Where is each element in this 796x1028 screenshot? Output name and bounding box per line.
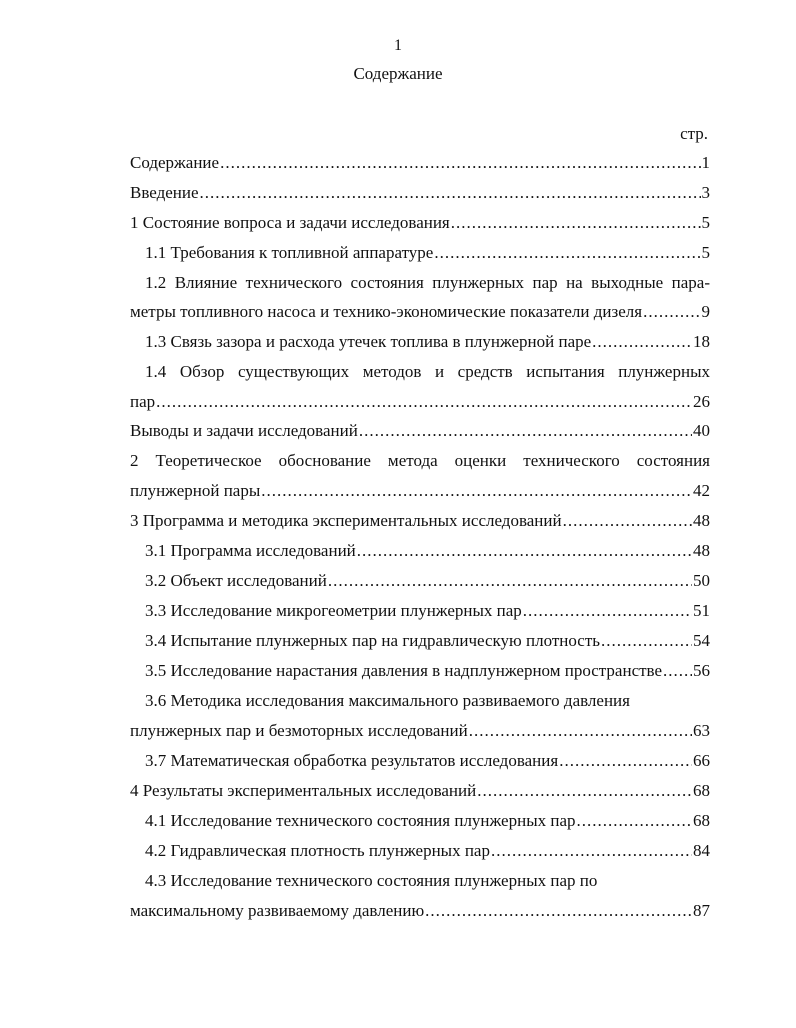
- toc-entry-page: 68: [693, 811, 710, 830]
- toc-entry-page: 18: [693, 332, 710, 351]
- toc-entry-page: 40: [693, 421, 710, 440]
- leader-dots: [261, 480, 692, 502]
- toc-entry: [130, 391, 710, 413]
- toc-entry-line1: 2 Теоретическое обоснование метода оценки технического состояния: [130, 451, 710, 470]
- toc-entry: [130, 780, 710, 802]
- toc-entry-title: плунжерных пар и безмоторных исследований: [130, 721, 468, 740]
- toc-entry-title: метры топливного насоса и технико-экономические показатели дизеля: [130, 302, 643, 321]
- page-column-label: стр.: [680, 124, 708, 143]
- toc-entry: [130, 182, 710, 204]
- leader-dots: [357, 540, 692, 562]
- toc-entry: [130, 900, 710, 922]
- toc-entry-title: пар: [130, 392, 156, 411]
- toc-entry: [130, 152, 710, 174]
- leader-dots: [663, 660, 692, 682]
- leader-dots: [359, 420, 692, 442]
- toc-entry-title: 1 Состояние вопроса и задачи исследования: [130, 213, 450, 232]
- toc-entry-page: 51: [693, 601, 710, 620]
- toc-entry-title: 3.3 Исследование микрогеометрии плунжерных пар: [145, 601, 522, 620]
- leader-dots: [220, 152, 700, 174]
- toc-entry-page: 5: [701, 213, 710, 232]
- toc-entry: [145, 840, 710, 862]
- leader-dots: [643, 301, 700, 323]
- page-number: 1: [394, 37, 402, 54]
- toc-entry-page: 87: [693, 901, 710, 920]
- toc-entry: [130, 301, 710, 323]
- leader-dots: [559, 750, 692, 772]
- toc-entry: [130, 720, 710, 742]
- toc-entry: [145, 540, 710, 562]
- toc-entry-title: 3.7 Математическая обработка результатов исследования: [145, 751, 559, 770]
- toc-entry: [145, 600, 710, 622]
- leader-dots: [328, 570, 692, 592]
- page-title: Содержание: [353, 64, 443, 83]
- toc-entry-page: 42: [693, 481, 710, 500]
- toc-entry: [145, 242, 710, 264]
- toc-entry: [145, 660, 710, 682]
- toc-entry-page: 56: [693, 661, 710, 680]
- leader-dots: [577, 810, 692, 832]
- leader-dots: [601, 630, 692, 652]
- leader-dots: [563, 510, 692, 532]
- toc-entry-line1: 3.6 Методика исследования максимального развиваемого давления: [145, 691, 630, 710]
- toc-entry: [130, 510, 710, 532]
- toc-entry: [145, 630, 710, 652]
- toc-entry-page: 63: [693, 721, 710, 740]
- leader-dots: [523, 600, 692, 622]
- leader-dots: [425, 900, 692, 922]
- toc-entry-line1: 1.4 Обзор существующих методов и средств испытания плунжерных: [145, 362, 710, 381]
- leader-dots: [477, 780, 692, 802]
- toc-entry-title: 1.3 Связь зазора и расхода утечек топлива в плунжерной паре: [145, 332, 592, 351]
- toc-entry-title: Содержание: [130, 153, 220, 172]
- toc-entry-title: Введение: [130, 183, 199, 202]
- leader-dots: [469, 720, 692, 742]
- toc-entry-title: 3.4 Испытание плунжерных пар на гидравлическую плотность: [145, 631, 601, 650]
- toc-entry-page: 54: [693, 631, 710, 650]
- toc-entry-title: 4 Результаты экспериментальных исследований: [130, 781, 477, 800]
- leader-dots: [491, 840, 692, 862]
- toc-entry-title: 4.1 Исследование технического состояния плунжерных пар: [145, 811, 576, 830]
- toc-entry: [130, 480, 710, 502]
- toc-entry: [145, 570, 710, 592]
- toc-entry-page: 26: [693, 392, 710, 411]
- toc-entry-line1: 1.2 Влияние технического состояния плунжерных пар на выходные пара-: [145, 273, 710, 292]
- leader-dots: [200, 182, 701, 204]
- toc-entry-title: 4.2 Гидравлическая плотность плунжерных пар: [145, 841, 490, 860]
- toc-entry-page: 48: [693, 511, 710, 530]
- leader-dots: [156, 391, 692, 413]
- toc-entry-title: 3.2 Объект исследований: [145, 571, 327, 590]
- toc-entry: [145, 331, 710, 353]
- toc-entry-page: 3: [701, 183, 710, 202]
- toc-entry-page: 50: [693, 571, 710, 590]
- toc-entry: [145, 750, 710, 772]
- toc-entry-page: 5: [701, 243, 710, 262]
- toc-entry-title: 3.1 Программа исследований: [145, 541, 356, 560]
- toc-entry-title: плунжерной пары: [130, 481, 261, 500]
- toc-entry-page: 48: [693, 541, 710, 560]
- leader-dots: [592, 331, 692, 353]
- toc-entry: [145, 810, 710, 832]
- toc-entry-page: 9: [701, 302, 710, 321]
- toc-entry-title: 3 Программа и методика экспериментальных исследований: [130, 511, 562, 530]
- toc-entry-page: 1: [701, 153, 710, 172]
- leader-dots: [451, 212, 701, 234]
- toc-entry-line1: 4.3 Исследование технического состояния плунжерных пар по: [145, 871, 598, 890]
- toc-entry-page: 84: [693, 841, 710, 860]
- toc-entry-title: 3.5 Исследование нарастания давления в надплунжерном пространстве: [145, 661, 663, 680]
- leader-dots: [434, 242, 700, 264]
- toc-entry-title: Выводы и задачи исследований: [130, 421, 358, 440]
- toc-entry: [130, 212, 710, 234]
- toc-entry-page: 68: [693, 781, 710, 800]
- toc-entry-title: 1.1 Требования к топливной аппаратуре: [145, 243, 434, 262]
- toc-entry-page: 66: [693, 751, 710, 770]
- toc-entry: [130, 420, 710, 442]
- toc-entry-title: максимальному развиваемому давлению: [130, 901, 425, 920]
